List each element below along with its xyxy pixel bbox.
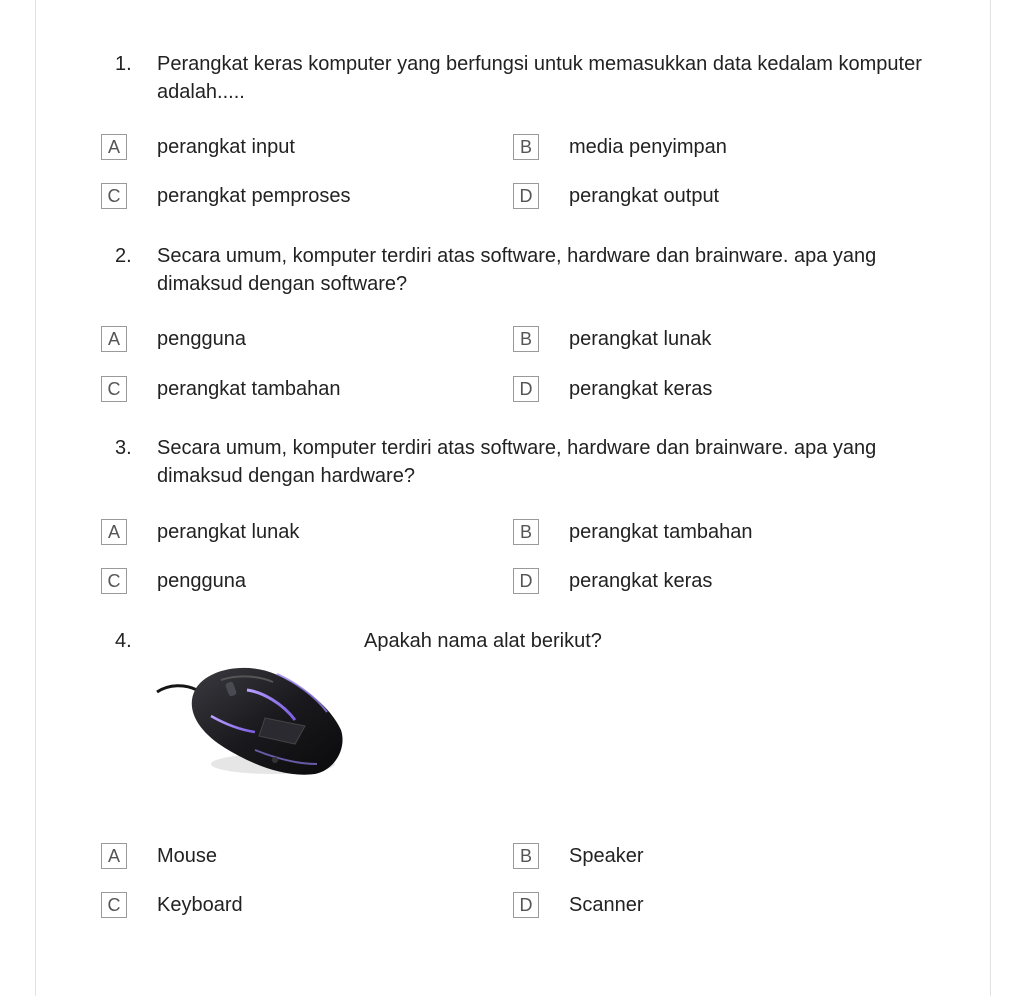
computer-mouse-image [155,660,345,780]
option-text: media penyimpan [569,136,727,158]
option-text: Speaker [569,845,644,867]
option-letter-box[interactable]: D [513,568,539,594]
question-2-text: Secara umum, komputer terdiri atas software, hardware dan brainware. apa yang dimaksud dengan software? [157,245,877,295]
option-text: perangkat lunak [157,521,300,543]
option-text: pengguna [157,570,246,592]
question-3-number: 3. [115,437,132,459]
option-text: Scanner [569,894,644,916]
option-text: Keyboard [157,894,243,916]
question-1-text: Perangkat keras komputer yang berfungsi untuk memasukkan data kedalam komputer adalah..... [157,53,922,103]
option-letter-box[interactable]: A [101,843,127,869]
mouse-icon [155,660,345,780]
option-text: perangkat keras [569,570,713,592]
option-letter-box[interactable]: D [513,892,539,918]
option-letter-box[interactable]: C [101,183,127,209]
option-text: perangkat tambahan [569,521,753,543]
option-letter-box[interactable]: B [513,843,539,869]
option-letter-box[interactable]: C [101,376,127,402]
option-text: pengguna [157,328,246,350]
option-letter-box[interactable]: C [101,568,127,594]
option-text: perangkat lunak [569,328,712,350]
option-letter-box[interactable]: B [513,326,539,352]
question-4-text: Apakah nama alat berikut? [364,630,602,652]
option-letter-box[interactable]: B [513,134,539,160]
option-letter-box[interactable]: C [101,892,127,918]
question-3-text: Secara umum, komputer terdiri atas software, hardware dan brainware. apa yang dimaksud dengan hardware? [157,437,877,487]
question-2-number: 2. [115,245,132,267]
option-text: perangkat input [157,136,295,158]
option-letter-box[interactable]: B [513,519,539,545]
option-text: Mouse [157,845,218,867]
question-4-number: 4. [115,630,132,652]
option-text: perangkat keras [569,378,713,400]
question-1-number: 1. [115,53,132,75]
option-text: perangkat pemproses [157,185,351,207]
option-letter-box[interactable]: D [513,376,539,402]
option-letter-box[interactable]: A [101,326,127,352]
option-letter-box[interactable]: A [101,134,127,160]
option-text: perangkat tambahan [157,378,341,400]
option-text: perangkat output [569,185,720,207]
option-letter-box[interactable]: A [101,519,127,545]
option-letter-box[interactable]: D [513,183,539,209]
